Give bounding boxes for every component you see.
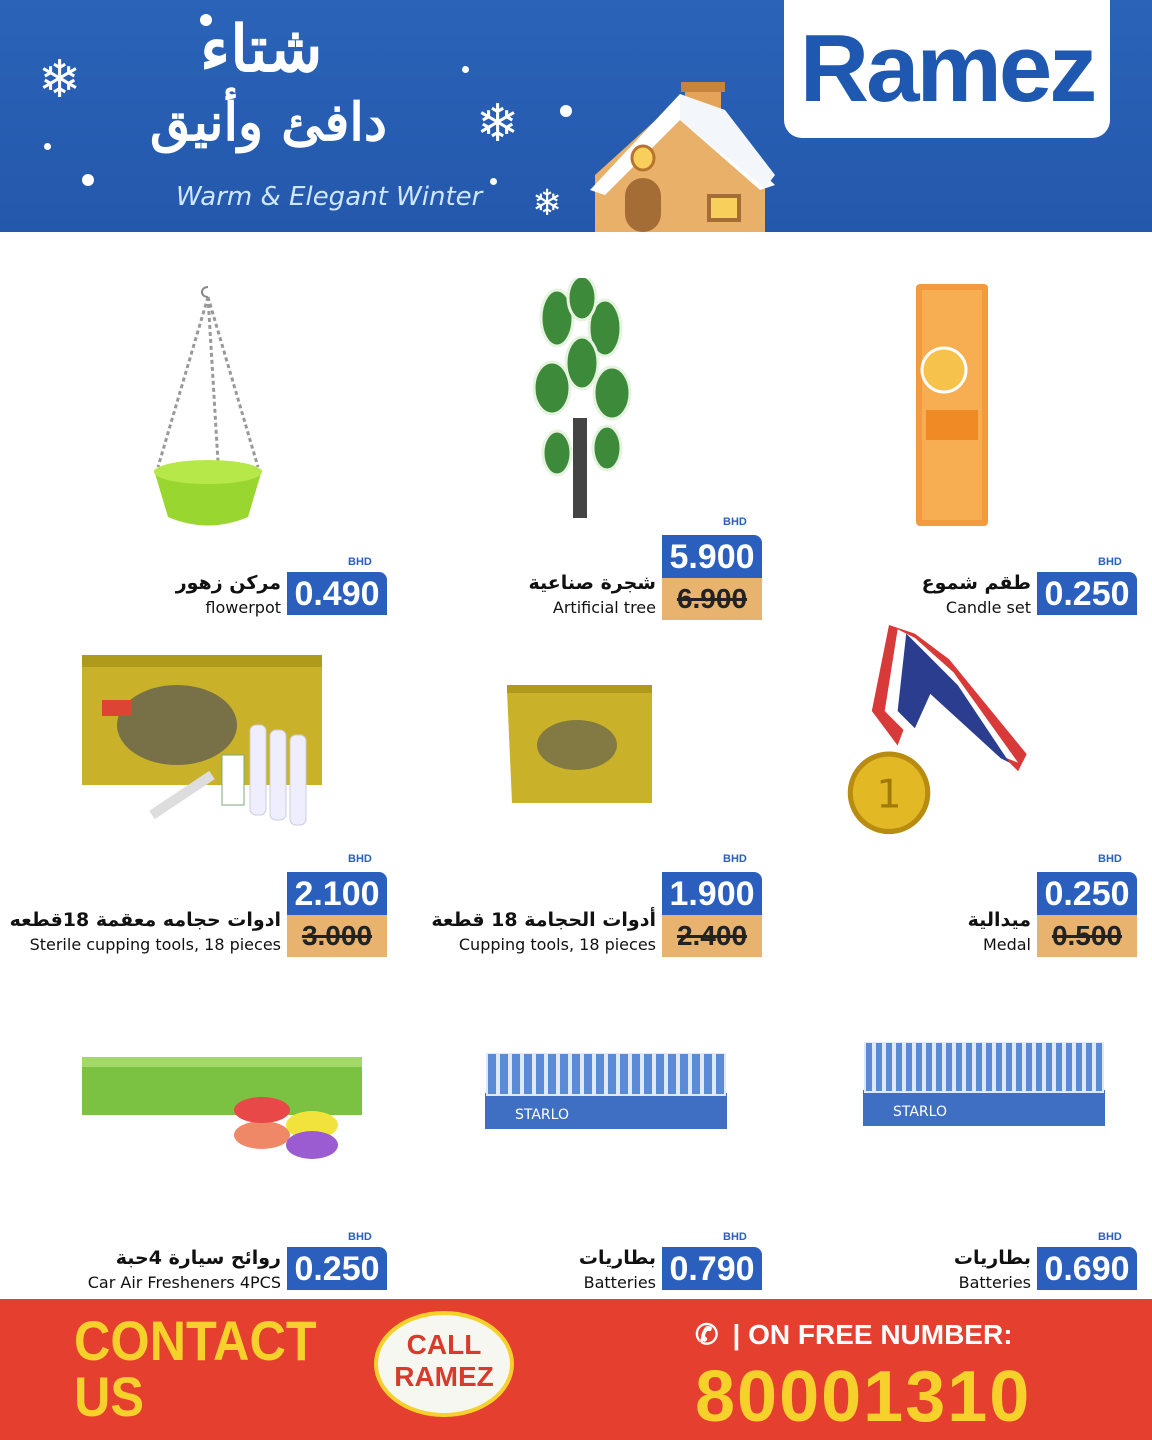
product-card-cupping-box[interactable] <box>375 667 755 1004</box>
currency-label: BHD <box>1098 853 1122 865</box>
currency-label: BHD <box>1098 556 1122 568</box>
free-number-label: ✆ | ON FREE NUMBER: <box>695 1319 1013 1350</box>
batteries-aa-image <box>485 1053 730 1137</box>
svg-text:STARLO: STARLO <box>893 1104 947 1120</box>
product-name-english: Medal <box>982 935 1031 954</box>
original-price: 6.900 <box>662 578 762 620</box>
product-card-flowerpot[interactable] <box>0 330 380 667</box>
price: 0.490 <box>287 572 387 615</box>
product-card-air-fresheners[interactable] <box>0 1005 380 1342</box>
product-name-english: Artificial tree <box>552 598 656 617</box>
batteries-aaa-image <box>863 1042 1108 1136</box>
product-name-arabic: روائح سيارة 4حبة <box>115 1247 281 1269</box>
product-name-english: Sterile cupping tools, 18 pieces <box>29 935 281 954</box>
currency-label: BHD <box>723 853 747 865</box>
product-name-arabic: مركن زهور <box>175 572 281 594</box>
snowflake-icon: ❄ <box>532 183 563 224</box>
product-card-candles[interactable] <box>750 330 1130 667</box>
house-illustration <box>585 80 775 232</box>
product-name-arabic: ميدالية <box>967 909 1031 931</box>
tree-image <box>527 278 637 532</box>
product-name-arabic: ادوات حجامه معقمة 18قطعه <box>9 909 281 931</box>
sale-price: 0.250 <box>1037 872 1137 915</box>
candles-image <box>912 280 992 534</box>
product-card-batteries-aaa[interactable] <box>750 1005 1130 1342</box>
product-name-arabic: بطاريات <box>953 1247 1031 1269</box>
contact-us-heading: CONTACT US <box>74 1309 317 1428</box>
snowflake-icon: ❄ <box>38 50 82 110</box>
product-name-english: Batteries <box>583 1273 656 1292</box>
price: 0.690 <box>1037 1247 1137 1290</box>
snow-dot <box>44 143 51 150</box>
snow-dot <box>82 174 94 186</box>
currency-label: BHD <box>1098 1231 1122 1243</box>
product-card-medal[interactable] <box>750 667 1130 1004</box>
cupping-large-image <box>82 655 327 849</box>
product-card-batteries-aa[interactable] <box>375 1005 755 1342</box>
snow-dot <box>560 105 572 117</box>
svg-text:STARLO: STARLO <box>515 1107 569 1123</box>
svg-text:1: 1 <box>876 771 902 818</box>
price: 0.250 <box>1037 572 1137 615</box>
product-name-arabic: بطاريات <box>578 1247 656 1269</box>
product-name-english: Candle set <box>945 598 1031 617</box>
medal-image <box>846 625 1031 854</box>
cupping-box-image <box>507 685 657 814</box>
currency-label: BHD <box>723 516 747 528</box>
snow-dot <box>462 66 469 73</box>
flowerpot-image <box>148 282 268 546</box>
snowflake-icon: ❄ <box>476 94 520 154</box>
snow-dot <box>490 178 497 185</box>
banner-subtitle-arabic: دافئ وأنيق <box>150 92 387 153</box>
ramez-logo[interactable]: Ramez <box>784 0 1110 138</box>
banner-title-arabic: شتاء <box>200 12 323 87</box>
currency-label: BHD <box>723 1231 747 1243</box>
product-name-arabic: طقم شموع <box>921 572 1031 594</box>
original-price: 0.500 <box>1037 915 1137 957</box>
header-banner <box>0 0 1152 232</box>
currency-label: BHD <box>348 853 372 865</box>
product-name-english: Cupping tools, 18 pieces <box>458 935 656 954</box>
air-fresheners-image <box>82 1055 367 1169</box>
price: 0.250 <box>287 1247 387 1290</box>
contact-footer <box>0 1299 1152 1440</box>
banner-title-english: Warm & Elegant Winter <box>176 182 483 212</box>
phone-icon: ✆ <box>695 1319 719 1350</box>
product-card-tree[interactable] <box>375 330 755 667</box>
product-name-english: Car Air Fresheners 4PCS <box>87 1273 281 1292</box>
product-card-cupping-large[interactable] <box>0 667 380 1004</box>
original-price: 2.400 <box>662 915 762 957</box>
original-price: 3.000 <box>287 915 387 957</box>
price: 0.790 <box>662 1247 762 1290</box>
product-name-english: Batteries <box>958 1273 1031 1292</box>
currency-label: BHD <box>348 1231 372 1243</box>
product-name-english: flowerpot <box>205 598 281 617</box>
currency-label: BHD <box>348 556 372 568</box>
product-name-arabic: أدوات الحجامة 18 قطعة <box>431 909 656 931</box>
product-name-arabic: شجرة صناعية <box>528 572 656 594</box>
call-ramez-bubble: CALL RAMEZ <box>374 1311 514 1417</box>
sale-price: 5.900 <box>662 535 762 578</box>
sale-price: 2.100 <box>287 872 387 915</box>
sale-price: 1.900 <box>662 872 762 915</box>
free-phone-number[interactable]: 80001310 <box>695 1357 1032 1437</box>
